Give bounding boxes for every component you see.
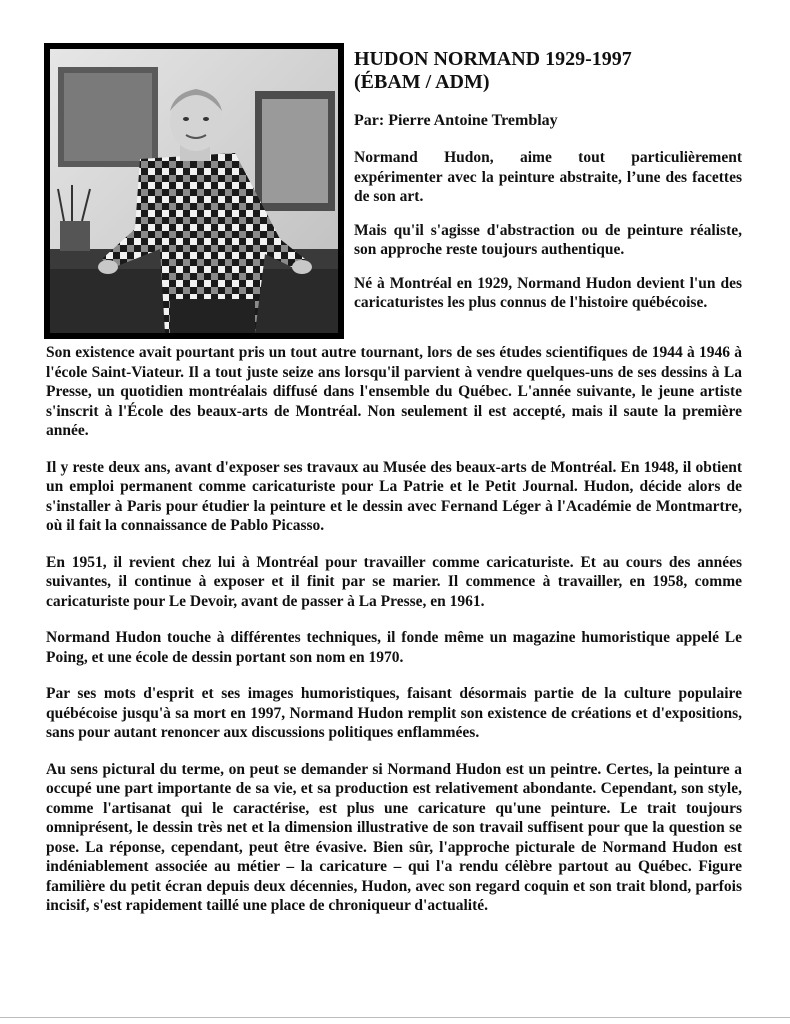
artist-photo [44,43,344,339]
body-paragraph: Par ses mots d'esprit et ses images humoristiques, faisant désormais partie de la culture populaire québécoise jusqu'à sa mort en 1997, Normand Hudon remplit son existence de créations et d'expositions, sans pour autant renoncer aux discussions politiques enflammées. [46,685,742,741]
body-paragraph: En 1951, il revient chez lui à Montréal pour travailler comme caricaturiste. Et au cours des années suivantes, il continue à exposer et il finit par se marier. Il commence à travailler, en 1958, comme caricaturiste pour Le Devoir, avant de passer à La Presse, en 1961. [46,553,742,610]
side-paragraph: Mais qu'il s'agisse d'abstraction ou de peinture réaliste, son approche reste toujours authentique. [354,221,742,258]
article-title [354,48,754,94]
side-paragraph: Normand Hudon, aime tout particulièrement expérimenter avec la peinture abstraite, l’une des facettes de son art. [354,149,742,205]
body-paragraph: Il y reste deux ans, avant d'exposer ses travaux au Musée des beaux-arts de Montréal. En 1948, il obtient un emploi permanent comme caricaturiste pour La Patrie et le Petit Journal. Hudon, décide alors de s'installer à Paris pour étudier la peinture et le dessin avec Fernand Léger à l'Académie de Montmartre, où il fait la connaissance de Pablo Picasso. [46,458,742,534]
body-paragraph: Normand Hudon touche à différentes techniques, il fonde même un magazine humoristique appelé Le Poing, et une école de dessin portant son nom en 1970. [46,629,742,666]
title-line-2: (ÉBAM / ADM) [354,71,490,93]
side-column-text [354,148,742,327]
body-paragraph: Au sens pictural du terme, on peut se demander si Normand Hudon est un peintre. Certes, la peinture a occupé une part importante de sa vie, et sa production est relativement abondante. Cependant, son style, comme l'artisanat qui le caractérise, est plus une caricature qu'une peinture. Le trait toujours omniprésent, le dessin très net et la dimension illustrative de son travail suffisent pour que la question se pose. La réponse, cependant, peut être évasive. Bien sûr, l'approche picturale de Normand Hudon est indéniablement associée au métier – la caricature – qui l'a rendu célèbre partout au Québec. Figure familière du petit écran depuis deux décennies, Hudon, avec son regard coquin et son trait blond, parfois incisif, s'est rapidement taillé une place de chroniqueur d'actualité. [46,760,742,914]
body-paragraph: Son existence avait pourtant pris un tout autre tournant, lors de ses études scientifiques de 1944 à 1946 à l'école Saint-Viateur. Il a tout juste seize ans lorsqu'il parvient à vendre quelques-uns de ses dessins à La Presse, un quotidien montréalais diffusé dans l'ensemble du Québec. L'année suivante, le jeune artiste s'inscrit à l'École des beaux-arts de Montréal. Non seulement il est accepté, mais il saute la première année. [46,344,742,439]
article-body [46,343,742,933]
side-paragraph: Né à Montréal en 1929, Normand Hudon devient l'un des caricaturistes les plus connus de l'histoire québécoise. [354,274,742,311]
artist-portrait-photo [50,49,338,333]
author-byline: Par: Pierre Antoine Tremblay [354,112,558,129]
page-bottom-edge [0,1017,790,1018]
title-line-1: HUDON NORMAND 1929-1997 [354,48,632,70]
